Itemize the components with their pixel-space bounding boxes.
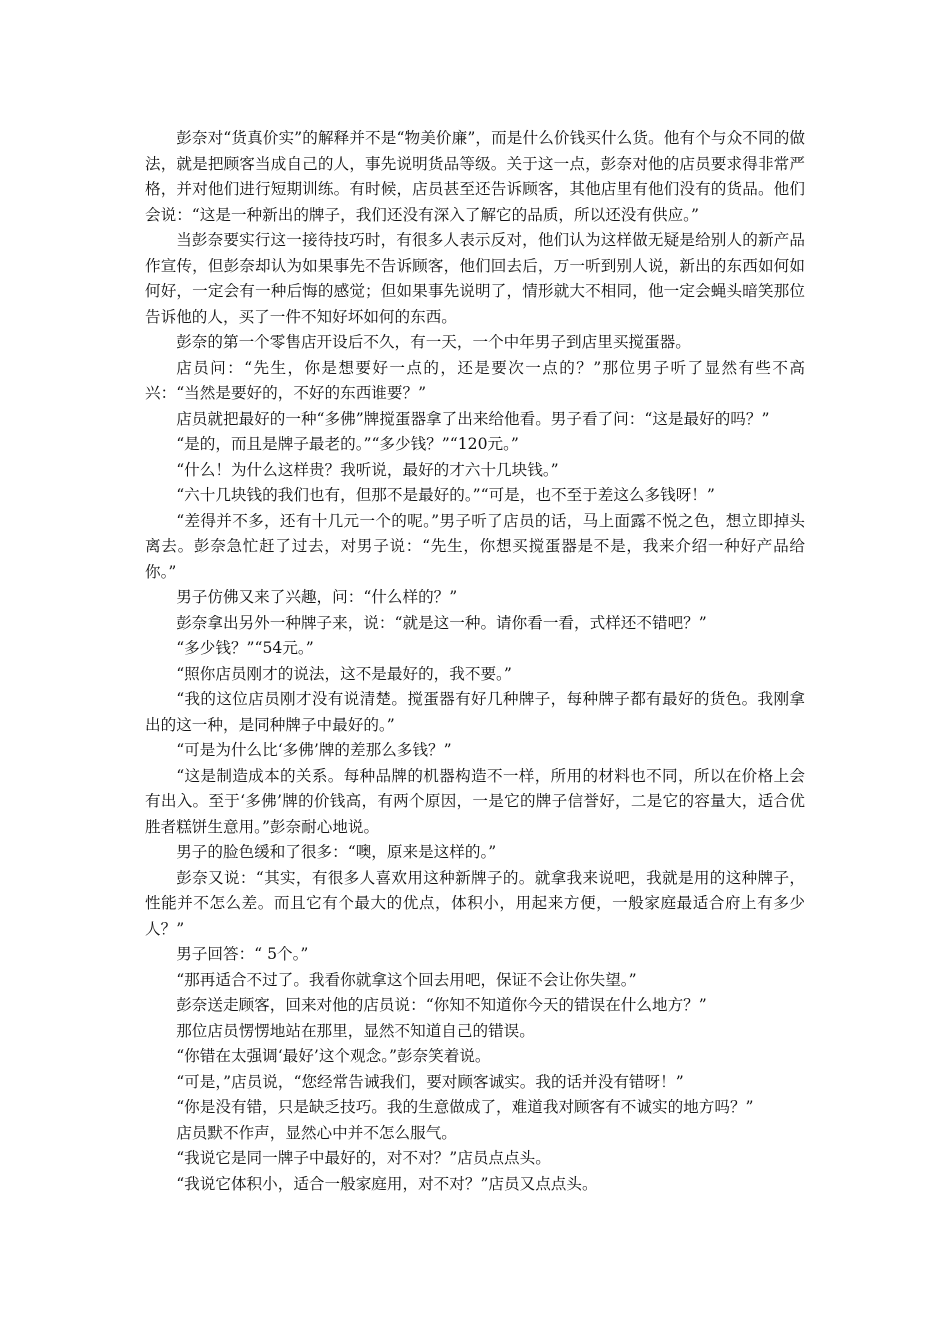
paragraph: 男子的脸色缓和了很多：“噢，原来是这样的。”	[176, 843, 497, 861]
paragraph: “你是没有错，只是缺乏技巧。我的生意做成了，难道我对顾客有不诚实的地方吗？”	[176, 1098, 754, 1116]
paragraph: “我的这位店员刚才没有说清楚。搅蛋器有好几种牌子，每种牌子都有最好的货色。我刚拿出的这一种，是同种牌子中最好的。”	[145, 690, 805, 734]
paragraph: “我说它是同一牌子中最好的，对不对？”店员点点头。	[176, 1149, 551, 1167]
paragraph: “多少钱？”“54元。”	[176, 639, 314, 657]
paragraph: “照你店员刚才的说法，这不是最好的，我不要。”	[176, 664, 512, 683]
paragraph: 彭奈的第一个零售店开设后不久，有一天，一个中年男子到店里买搅蛋器。	[176, 333, 691, 351]
paragraph: “可是，”店员说，“您经常告诫我们，要对顾客诚实。我的话并没有错呀！”	[176, 1072, 684, 1091]
paragraph: “你错在太强调‘最好’这个观念。”彭奈笑着说。	[176, 1047, 491, 1065]
paragraph: 店员问：“先生，你是想要好一点的，还是要次一点的？”那位男子听了显然有些不高兴：“当然是要好的，不好的东西谁要？”	[145, 358, 805, 402]
paragraph: 那位店员愣愣地站在那里，显然不知道自己的错误。	[176, 1021, 535, 1040]
paragraph: “六十几块钱的我们也有，但那不是最好的。”“可是，也不至于差这么多钱呀！”	[176, 486, 715, 504]
paragraph: “可是为什么比‘多佛’牌的差那么多钱？”	[176, 741, 452, 759]
paragraph: “这是制造成本的关系。每种品牌的机器构造不一样，所用的材料也不同，所以在价格上会有出入。至于‘多佛’牌的价钱高，有两个原因，一是它的牌子信誉好，二是它的容量大，适合优胜者糕饼生意用。”彭奈耐心地说。	[145, 766, 805, 836]
paragraph: “差得并不多，还有十几元一个的呢。”男子听了店员的话，马上面露不悦之色，想立即掉头离去。彭奈急忙赶了过去，对男子说：“先生，你想买搅蛋器是不是，我来介绍一种好产品给你。”	[145, 511, 805, 581]
paragraph: 男子仿佛又来了兴趣，问：“什么样的？”	[176, 588, 458, 606]
paragraph: 彭奈送走顾客，回来对他的店员说：“你知不知道你今天的错误在什么地方？”	[176, 996, 707, 1014]
paragraph: 店员就把最好的一种“多佛”牌搅蛋器拿了出来给他看。男子看了问：“这是最好的吗？”	[176, 409, 770, 428]
paragraph: 店员默不作声，显然心中并不怎么服气。	[176, 1123, 457, 1142]
paragraph: “什么！为什么这样贵？我听说，最好的才六十几块钱。”	[176, 460, 559, 479]
paragraph: 彭奈拿出另外一种牌子来，说：“就是这一种。请你看一看，式样还不错吧？”	[176, 613, 707, 632]
paragraph: “那再适合不过了。我看你就拿这个回去用吧，保证不会让你失望。”	[176, 970, 637, 989]
paragraph: 当彭奈要实行这一接待技巧时，有很多人表示反对，他们认为这样做无疑是给别人的新产品作宣传，但彭奈却认为如果事先不告诉顾客，他们回去后，万一听到别人说，新出的东西如何如何好，一定会有一种后悔的感觉；但如果事先说明了，情形就大不相同，他一定会蝇头暗笑那位告诉他的人，买了一件不知好坏如何的东西。	[145, 231, 805, 326]
paragraph: 彭奈对“货真价实”的解释并不是“物美价廉”，而是什么价钱买什么货。他有个与众不同的做法，就是把顾客当成自己的人，事先说明货品等级。关于这一点，彭奈对他的店员要求得非常严格，并对他们进行短期训练。有时候，店员甚至还告诉顾客，其他店里有他们没有的货品。他们会说：“这是一种新出的牌子，我们还没有深入了解它的品质，所以还没有供应。”	[145, 129, 805, 224]
paragraph: “我说它体积小，适合一般家庭用，对不对？”店员又点点头。	[176, 1174, 598, 1193]
document-page	[145, 126, 805, 1197]
paragraph: 彭奈又说：“其实，有很多人喜欢用这种新牌子的。就拿我来说吧，我就是用的这种牌子，性能并不怎么差。而且它有个最大的优点，体积小，用起来方便，一般家庭最适合府上有多少人？”	[145, 868, 805, 938]
paragraph: “是的，而且是牌子最老的。”“多少钱？”“120元。”	[176, 435, 519, 453]
paragraph: 男子回答：“ 5个。”	[176, 945, 309, 963]
